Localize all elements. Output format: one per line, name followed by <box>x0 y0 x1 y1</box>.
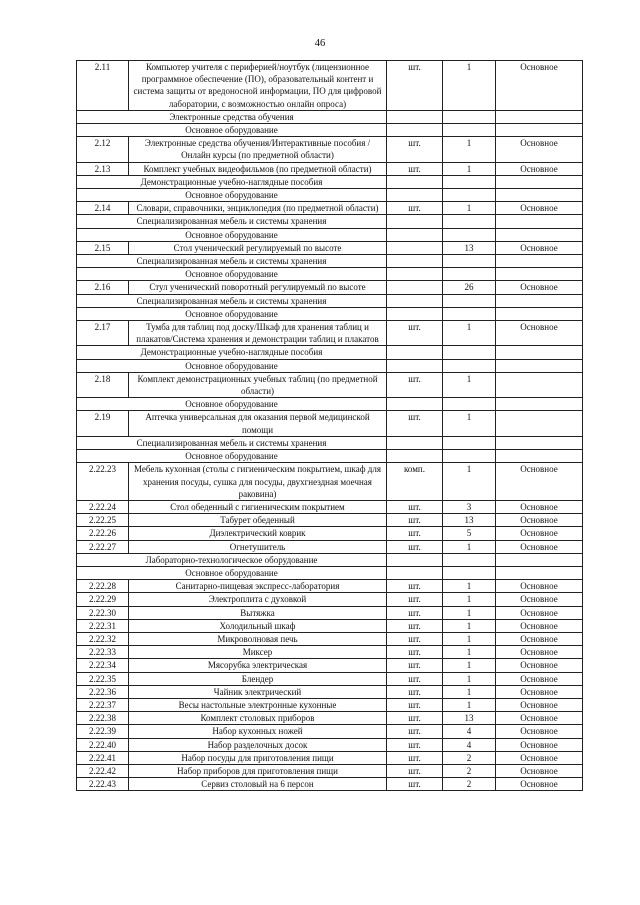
item-unit: шт. <box>387 685 443 698</box>
unit-cell <box>387 398 443 411</box>
item-unit: шт. <box>387 632 443 645</box>
item-number: 2.16 <box>77 281 129 294</box>
item-number: 2.22.25 <box>77 514 129 527</box>
item-category: Основное <box>496 685 583 698</box>
item-unit: шт. <box>387 672 443 685</box>
table-row <box>77 659 583 672</box>
item-quantity: 1 <box>443 463 496 501</box>
item-name: Микроволновая печь <box>129 632 387 645</box>
item-unit: шт. <box>387 162 443 175</box>
item-unit: шт. <box>387 372 443 397</box>
section-row <box>77 346 583 359</box>
qty-cell <box>443 189 496 202</box>
item-number: 2.22.28 <box>77 580 129 593</box>
section-label: Основное оборудование <box>77 268 387 281</box>
item-quantity: 1 <box>443 606 496 619</box>
section-row <box>77 450 583 463</box>
table-row <box>77 540 583 553</box>
section-row <box>77 359 583 372</box>
item-category: Основное <box>496 712 583 725</box>
table-row <box>77 764 583 777</box>
item-name: Набор посуды для приготовления пищи <box>129 751 387 764</box>
item-unit: шт. <box>387 698 443 711</box>
item-name: Тумба для таблиц под доску/Шкаф для хранения таблиц и плакатов/Система хранения и демонстрации таблиц и плакатов <box>129 321 387 346</box>
section-label: Специализированная мебель и системы хранения <box>77 294 387 307</box>
table-row <box>77 751 583 764</box>
item-name: Аптечка универсальная для оказания первой медицинской помощи <box>129 411 387 436</box>
unit-cell <box>387 228 443 241</box>
item-unit: шт. <box>387 61 443 111</box>
unit-cell <box>387 255 443 268</box>
note-cell <box>496 110 583 123</box>
unit-cell <box>387 189 443 202</box>
item-unit: шт. <box>387 321 443 346</box>
item-category: Основное <box>496 580 583 593</box>
item-quantity: 4 <box>443 738 496 751</box>
unit-cell <box>387 436 443 449</box>
note-cell <box>496 294 583 307</box>
note-cell <box>496 189 583 202</box>
note-cell <box>496 215 583 228</box>
table-row <box>77 738 583 751</box>
item-name: Стол обеденный с гигиеническим покрытием <box>129 500 387 513</box>
unit-cell <box>387 175 443 188</box>
item-category <box>496 411 583 436</box>
item-unit: шт. <box>387 202 443 215</box>
section-row <box>77 215 583 228</box>
item-quantity: 1 <box>443 580 496 593</box>
item-quantity: 13 <box>443 514 496 527</box>
item-category: Основное <box>496 672 583 685</box>
section-row <box>77 124 583 137</box>
table-row <box>77 463 583 501</box>
item-quantity: 1 <box>443 593 496 606</box>
item-number: 2.22.24 <box>77 500 129 513</box>
note-cell <box>496 268 583 281</box>
table-row <box>77 162 583 175</box>
item-category: Основное <box>496 778 583 791</box>
item-number: 2.22.37 <box>77 698 129 711</box>
qty-cell <box>443 346 496 359</box>
item-quantity: 1 <box>443 698 496 711</box>
note-cell <box>496 450 583 463</box>
item-name: Стол ученический регулируемый по высоте <box>129 241 387 254</box>
item-category: Основное <box>496 738 583 751</box>
item-quantity: 1 <box>443 659 496 672</box>
qty-cell <box>443 228 496 241</box>
qty-cell <box>443 110 496 123</box>
item-number: 2.22.34 <box>77 659 129 672</box>
item-name: Вытяжка <box>129 606 387 619</box>
item-number: 2.14 <box>77 202 129 215</box>
item-number: 2.22.41 <box>77 751 129 764</box>
item-unit: шт. <box>387 527 443 540</box>
item-category: Основное <box>496 202 583 215</box>
qty-cell <box>443 175 496 188</box>
item-number: 2.12 <box>77 137 129 162</box>
section-row <box>77 553 583 566</box>
section-label: Основное оборудование <box>77 228 387 241</box>
item-number: 2.22.35 <box>77 672 129 685</box>
equipment-table <box>76 60 583 791</box>
item-quantity: 13 <box>443 241 496 254</box>
item-category: Основное <box>496 61 583 111</box>
item-category: Основное <box>496 646 583 659</box>
section-label: Лабораторно-технологическое оборудование <box>77 553 387 566</box>
item-name: Диэлектрический коврик <box>129 527 387 540</box>
section-label: Основное оборудование <box>77 359 387 372</box>
table-row <box>77 593 583 606</box>
table-row <box>77 632 583 645</box>
item-quantity: 1 <box>443 372 496 397</box>
item-name: Набор кухонных ножей <box>129 725 387 738</box>
item-quantity: 4 <box>443 725 496 738</box>
section-row <box>77 228 583 241</box>
item-category: Основное <box>496 698 583 711</box>
table-row <box>77 619 583 632</box>
unit-cell <box>387 294 443 307</box>
table-row <box>77 580 583 593</box>
unit-cell <box>387 450 443 463</box>
table-row <box>77 372 583 397</box>
item-number: 2.22.31 <box>77 619 129 632</box>
table-row <box>77 646 583 659</box>
item-category: Основное <box>496 619 583 632</box>
item-category: Основное <box>496 463 583 501</box>
note-cell <box>496 124 583 137</box>
item-unit: шт. <box>387 619 443 632</box>
table-row <box>77 61 583 111</box>
section-row <box>77 294 583 307</box>
item-unit: шт. <box>387 593 443 606</box>
section-label: Специализированная мебель и системы хранения <box>77 215 387 228</box>
table-row <box>77 698 583 711</box>
item-quantity: 26 <box>443 281 496 294</box>
item-number: 2.22.32 <box>77 632 129 645</box>
qty-cell <box>443 398 496 411</box>
item-number: 2.22.42 <box>77 764 129 777</box>
item-quantity: 3 <box>443 500 496 513</box>
item-name: Санитарно-пищевая экспресс-лаборатория <box>129 580 387 593</box>
table-row <box>77 137 583 162</box>
item-number: 2.22.30 <box>77 606 129 619</box>
item-name: Комплект учебных видеофильмов (по предметной области) <box>129 162 387 175</box>
section-label: Специализированная мебель и системы хранения <box>77 255 387 268</box>
item-name: Стул ученический поворотный регулируемый по высоте <box>129 281 387 294</box>
item-category: Основное <box>496 659 583 672</box>
item-unit: шт. <box>387 646 443 659</box>
table-row <box>77 527 583 540</box>
section-label: Демонстрационные учебно-наглядные пособия <box>77 346 387 359</box>
item-unit <box>387 241 443 254</box>
item-unit: шт. <box>387 751 443 764</box>
item-name: Мебель кухонная (столы с гигиеническим покрытием, шкаф для хранения посуды, сушка для посуды, двухгнездная моечная раковина) <box>129 463 387 501</box>
item-unit: шт. <box>387 137 443 162</box>
item-name: Холодильный шкаф <box>129 619 387 632</box>
item-unit: шт. <box>387 659 443 672</box>
table-body <box>77 61 583 791</box>
item-name: Сервиз столовый на 6 персон <box>129 778 387 791</box>
item-number: 2.22.26 <box>77 527 129 540</box>
section-row <box>77 566 583 579</box>
item-category <box>496 372 583 397</box>
note-cell <box>496 566 583 579</box>
unit-cell <box>387 110 443 123</box>
item-name: Электроплита с духовкой <box>129 593 387 606</box>
item-name: Чайник электрический <box>129 685 387 698</box>
item-unit: шт. <box>387 606 443 619</box>
item-unit: шт. <box>387 411 443 436</box>
qty-cell <box>443 436 496 449</box>
item-quantity: 1 <box>443 619 496 632</box>
item-category: Основное <box>496 764 583 777</box>
item-name: Весы настольные электронные кухонные <box>129 698 387 711</box>
table-row <box>77 712 583 725</box>
unit-cell <box>387 553 443 566</box>
item-name: Набор приборов для приготовления пищи <box>129 764 387 777</box>
note-cell <box>496 553 583 566</box>
item-name: Компьютер учителя с периферией/ноутбук (лицензионное программное обеспечение (ПО), образовательный контент и система защиты от вредоносной информации, ПО для цифровой лаборатории, с возможностью онлайн опроса) <box>129 61 387 111</box>
item-category: Основное <box>496 606 583 619</box>
note-cell <box>496 307 583 320</box>
item-unit: шт. <box>387 738 443 751</box>
page-number: 46 <box>314 38 326 49</box>
item-unit: шт. <box>387 725 443 738</box>
item-unit: шт. <box>387 540 443 553</box>
table-row <box>77 281 583 294</box>
item-quantity: 2 <box>443 764 496 777</box>
qty-cell <box>443 566 496 579</box>
table-row <box>77 500 583 513</box>
item-category: Основное <box>496 514 583 527</box>
item-name: Блендер <box>129 672 387 685</box>
item-quantity: 1 <box>443 411 496 436</box>
item-category: Основное <box>496 321 583 346</box>
unit-cell <box>387 215 443 228</box>
item-name: Набор разделочных досок <box>129 738 387 751</box>
item-unit: шт. <box>387 580 443 593</box>
section-row <box>77 110 583 123</box>
item-unit: шт. <box>387 514 443 527</box>
item-category: Основное <box>496 540 583 553</box>
item-quantity: 2 <box>443 778 496 791</box>
item-name: Огнетушитель <box>129 540 387 553</box>
item-category: Основное <box>496 281 583 294</box>
qty-cell <box>443 359 496 372</box>
item-number: 2.22.27 <box>77 540 129 553</box>
note-cell <box>496 228 583 241</box>
note-cell <box>496 436 583 449</box>
qty-cell <box>443 268 496 281</box>
table-row <box>77 514 583 527</box>
item-number: 2.22.29 <box>77 593 129 606</box>
section-label: Основное оборудование <box>77 189 387 202</box>
qty-cell <box>443 124 496 137</box>
item-category: Основное <box>496 241 583 254</box>
qty-cell <box>443 255 496 268</box>
section-label: Специализированная мебель и системы хранения <box>77 436 387 449</box>
item-category: Основное <box>496 527 583 540</box>
note-cell <box>496 359 583 372</box>
item-number: 2.13 <box>77 162 129 175</box>
item-name: Комплект демонстрационных учебных таблиц (по предметной области) <box>129 372 387 397</box>
section-label: Демонстрационные учебно-наглядные пособия <box>77 175 387 188</box>
section-row <box>77 189 583 202</box>
item-number: 2.22.40 <box>77 738 129 751</box>
section-label: Основное оборудование <box>77 398 387 411</box>
item-name: Табурет обеденный <box>129 514 387 527</box>
table-row <box>77 672 583 685</box>
item-number: 2.22.23 <box>77 463 129 501</box>
item-name: Электронные средства обучения/Интерактивные пособия / Онлайн курсы (по предметной области) <box>129 137 387 162</box>
section-label: Электронные средства обучения <box>77 110 387 123</box>
item-quantity: 1 <box>443 685 496 698</box>
table-row <box>77 606 583 619</box>
item-category: Основное <box>496 137 583 162</box>
qty-cell <box>443 294 496 307</box>
section-row <box>77 307 583 320</box>
section-row <box>77 268 583 281</box>
note-cell <box>496 398 583 411</box>
item-number: 2.22.33 <box>77 646 129 659</box>
table-row <box>77 321 583 346</box>
unit-cell <box>387 359 443 372</box>
table-row <box>77 411 583 436</box>
section-row <box>77 175 583 188</box>
item-number: 2.22.38 <box>77 712 129 725</box>
item-quantity: 1 <box>443 137 496 162</box>
unit-cell <box>387 566 443 579</box>
section-row <box>77 436 583 449</box>
section-label: Основное оборудование <box>77 124 387 137</box>
item-number: 2.17 <box>77 321 129 346</box>
note-cell <box>496 346 583 359</box>
item-number: 2.22.39 <box>77 725 129 738</box>
unit-cell <box>387 346 443 359</box>
item-name: Комплект столовых приборов <box>129 712 387 725</box>
item-unit: шт. <box>387 764 443 777</box>
qty-cell <box>443 215 496 228</box>
table-row <box>77 725 583 738</box>
item-quantity: 2 <box>443 751 496 764</box>
table-row <box>77 685 583 698</box>
qty-cell <box>443 450 496 463</box>
unit-cell <box>387 124 443 137</box>
section-row <box>77 398 583 411</box>
item-number: 2.11 <box>77 61 129 111</box>
note-cell <box>496 175 583 188</box>
item-category: Основное <box>496 632 583 645</box>
item-category: Основное <box>496 162 583 175</box>
unit-cell <box>387 307 443 320</box>
note-cell <box>496 255 583 268</box>
item-unit: шт. <box>387 778 443 791</box>
qty-cell <box>443 307 496 320</box>
section-label: Основное оборудование <box>77 307 387 320</box>
item-quantity: 1 <box>443 321 496 346</box>
item-category: Основное <box>496 751 583 764</box>
item-unit: шт. <box>387 712 443 725</box>
item-number: 2.22.36 <box>77 685 129 698</box>
item-unit: комп. <box>387 463 443 501</box>
table-row <box>77 241 583 254</box>
item-category: Основное <box>496 500 583 513</box>
item-quantity: 5 <box>443 527 496 540</box>
item-name: Мясорубка электрическая <box>129 659 387 672</box>
unit-cell <box>387 268 443 281</box>
item-category: Основное <box>496 593 583 606</box>
qty-cell <box>443 553 496 566</box>
item-category: Основное <box>496 725 583 738</box>
item-number: 2.18 <box>77 372 129 397</box>
item-number: 2.15 <box>77 241 129 254</box>
table-row <box>77 202 583 215</box>
item-name: Словари, справочники, энциклопедия (по предметной области) <box>129 202 387 215</box>
item-number: 2.19 <box>77 411 129 436</box>
item-quantity: 1 <box>443 672 496 685</box>
section-row <box>77 255 583 268</box>
item-quantity: 13 <box>443 712 496 725</box>
item-quantity: 1 <box>443 646 496 659</box>
item-unit <box>387 281 443 294</box>
item-unit: шт. <box>387 500 443 513</box>
item-quantity: 1 <box>443 202 496 215</box>
item-quantity: 1 <box>443 540 496 553</box>
item-number: 2.22.43 <box>77 778 129 791</box>
table-row <box>77 778 583 791</box>
section-label: Основное оборудование <box>77 566 387 579</box>
item-quantity: 1 <box>443 61 496 111</box>
section-label: Основное оборудование <box>77 450 387 463</box>
item-name: Миксер <box>129 646 387 659</box>
item-quantity: 1 <box>443 162 496 175</box>
item-quantity: 1 <box>443 632 496 645</box>
